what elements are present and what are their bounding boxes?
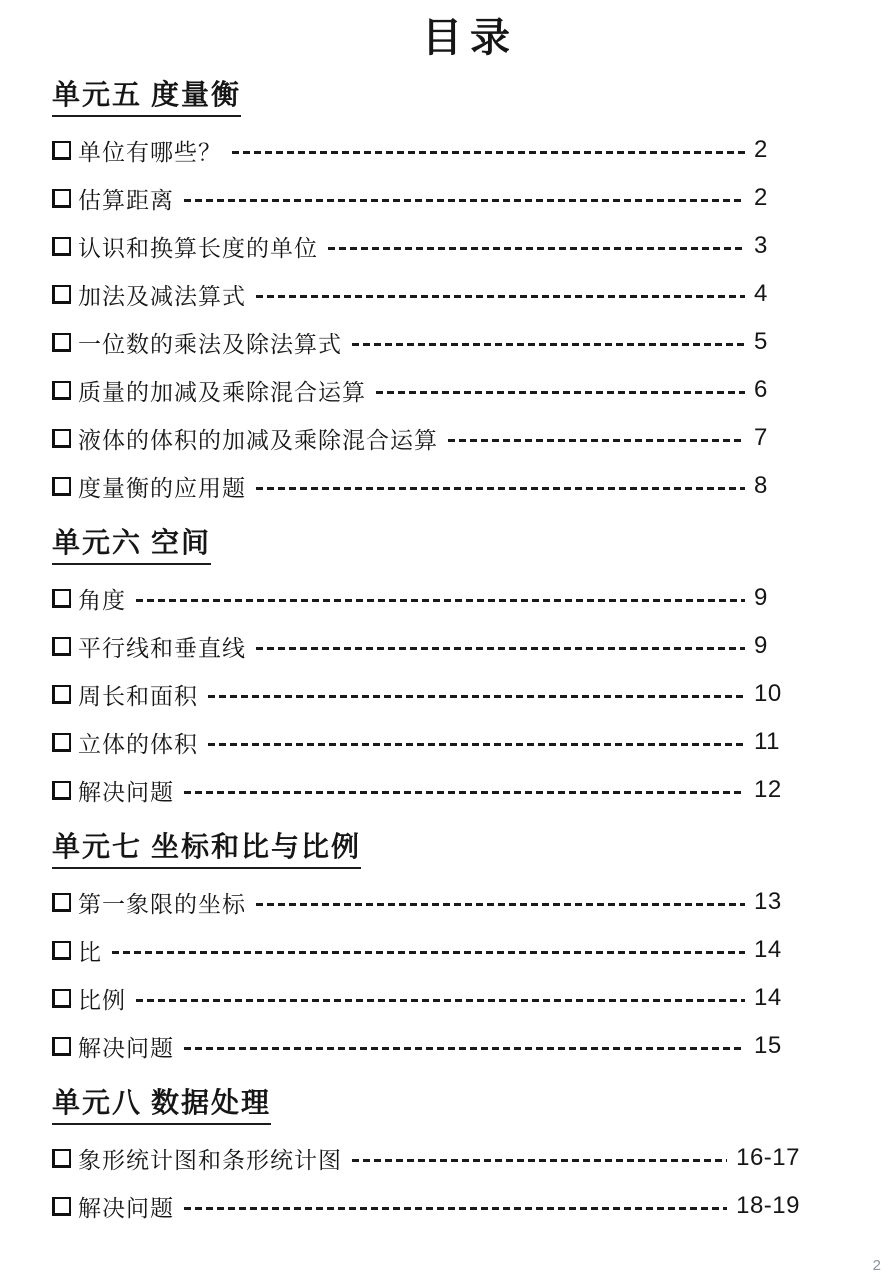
checkbox-icon: [52, 893, 71, 912]
toc-item-page: 13: [754, 888, 782, 915]
section-heading: [52, 524, 800, 564]
dash-leader: [208, 743, 745, 746]
toc-item-label: 周长和面积: [78, 683, 198, 709]
dash-leader: [232, 151, 745, 154]
checkbox-icon: [52, 333, 71, 352]
dash-leader: [184, 1047, 745, 1050]
toc-item: [52, 126, 800, 174]
page-title: 目录: [422, 15, 518, 60]
checkbox-icon: [52, 285, 71, 304]
checkbox-icon: [52, 589, 71, 608]
toc-item: [52, 974, 800, 1022]
toc-item-page: 11: [754, 728, 780, 755]
checkbox-icon: [52, 477, 71, 496]
checkbox-icon: [52, 637, 71, 656]
toc-item: [52, 318, 800, 366]
toc-item: [52, 1134, 800, 1182]
checkbox-icon: [52, 989, 71, 1008]
toc-list: [52, 76, 800, 1230]
dash-leader: [208, 695, 745, 698]
toc-item-page: 16-17: [736, 1144, 800, 1171]
checkbox-icon: [52, 381, 71, 400]
checkbox-icon: [52, 189, 71, 208]
checkbox-icon: [52, 941, 71, 960]
toc-item: [52, 462, 800, 510]
toc-item-label: 度量衡的应用题: [78, 475, 246, 501]
toc-item-label: 液体的体积的加减及乘除混合运算: [78, 427, 438, 453]
checkbox-icon: [52, 1149, 71, 1168]
checkbox-icon: [52, 733, 71, 752]
footer-page-number: 2: [872, 1257, 881, 1274]
toc-item-label: 加法及减法算式: [78, 283, 246, 309]
toc-item-label: 第一象限的坐标: [78, 891, 246, 917]
toc-item-page: 3: [754, 232, 768, 259]
toc-item-page: 10: [754, 680, 782, 707]
toc-item-page: 8: [754, 472, 768, 499]
dash-leader: [352, 1159, 727, 1162]
section-heading: [52, 1084, 800, 1124]
toc-item: [52, 878, 800, 926]
toc-item: [52, 622, 800, 670]
toc-item-page: 15: [754, 1032, 782, 1059]
toc-item: [52, 222, 800, 270]
checkbox-icon: [52, 141, 71, 160]
toc-item-page: 2: [754, 184, 768, 211]
toc-item: [52, 1182, 800, 1230]
dash-leader: [376, 391, 745, 394]
checkbox-icon: [52, 1037, 71, 1056]
toc-item-page: 7: [754, 424, 768, 451]
toc-item: [52, 718, 800, 766]
toc-item-label: 单位有哪些？: [78, 139, 222, 165]
toc-item-page: 5: [754, 328, 768, 355]
section-heading: [52, 828, 800, 868]
toc-item-label: 平行线和垂直线: [78, 635, 246, 661]
toc-item: [52, 670, 800, 718]
toc-item-label: 一位数的乘法及除法算式: [78, 331, 342, 357]
toc-item-page: 9: [754, 584, 768, 611]
checkbox-icon: [52, 429, 71, 448]
toc-item-page: 6: [754, 376, 768, 403]
toc-item: [52, 766, 800, 814]
section-heading-text: 单元六 空间: [52, 528, 211, 565]
dash-leader: [136, 999, 745, 1002]
toc-item-label: 角度: [78, 587, 126, 613]
toc-item-label: 解决问题: [78, 1035, 174, 1061]
dash-leader: [328, 247, 745, 250]
toc-item: [52, 366, 800, 414]
dash-leader: [112, 951, 745, 954]
toc-item: [52, 574, 800, 622]
toc-item: [52, 174, 800, 222]
toc-item-page: 2: [754, 136, 768, 163]
dash-leader: [448, 439, 745, 442]
dash-leader: [184, 199, 745, 202]
toc-item-label: 比: [78, 939, 102, 965]
section-heading-text: 单元五 度量衡: [52, 80, 241, 117]
dash-leader: [256, 487, 745, 490]
toc-item-page: 12: [754, 776, 782, 803]
dash-leader: [256, 647, 745, 650]
toc-item-label: 象形统计图和条形统计图: [78, 1147, 342, 1173]
toc-item-page: 9: [754, 632, 768, 659]
dash-leader: [256, 903, 745, 906]
toc-item: [52, 926, 800, 974]
section-heading: [52, 76, 800, 116]
toc-item-page: 14: [754, 936, 782, 963]
toc-item: [52, 1022, 800, 1070]
section-heading-text: 单元八 数据处理: [52, 1088, 271, 1125]
dash-leader: [184, 791, 745, 794]
toc-item-label: 解决问题: [78, 779, 174, 805]
checkbox-icon: [52, 685, 71, 704]
toc-item-page: 18-19: [736, 1192, 800, 1219]
toc-item-page: 14: [754, 984, 782, 1011]
toc-item-label: 立体的体积: [78, 731, 198, 757]
dash-leader: [352, 343, 745, 346]
dash-leader: [256, 295, 745, 298]
checkbox-icon: [52, 1197, 71, 1216]
toc-item-label: 解决问题: [78, 1195, 174, 1221]
dash-leader: [184, 1207, 727, 1210]
toc-item-label: 质量的加减及乘除混合运算: [78, 379, 366, 405]
toc-item: [52, 414, 800, 462]
toc-item-page: 4: [754, 280, 768, 307]
section-heading-text: 单元七 坐标和比与比例: [52, 832, 361, 869]
toc-item-label: 估算距离: [78, 187, 174, 213]
toc-item-label: 比例: [78, 987, 126, 1013]
dash-leader: [136, 599, 745, 602]
checkbox-icon: [52, 781, 71, 800]
toc-item: [52, 270, 800, 318]
checkbox-icon: [52, 237, 71, 256]
toc-item-label: 认识和换算长度的单位: [78, 235, 318, 261]
